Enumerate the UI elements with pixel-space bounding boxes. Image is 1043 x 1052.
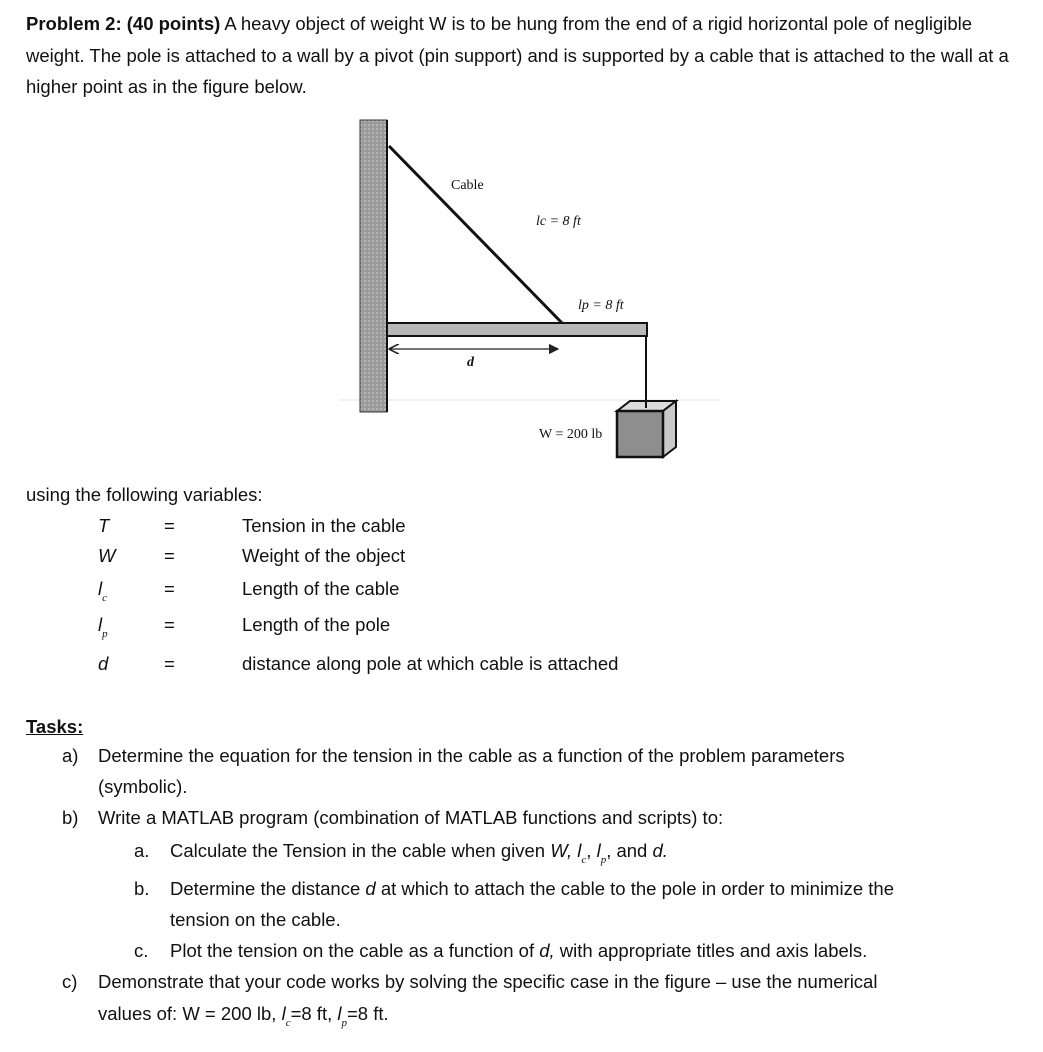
task-c-text-cont: values of: W = 200 lb, $l_c=8$ ft, $l_p=8$ ft. [98,1003,389,1029]
variable-description: distance along pole at which cable is attached [242,653,619,674]
distance-d-label: d [467,355,474,370]
cable-length-label: lc = 8 ft [536,214,581,229]
task-b-c-text: Plot the tension on the cable as a function of d, with appropriate titles and axis labels. [170,940,868,961]
task-b-b-text: Determine the distance d at which to attach the cable to the pole in order to minimize the [170,878,894,899]
task-a-text-cont: (symbolic). [98,776,188,797]
pole-length-label: lp = 8 ft [578,298,624,313]
weight-box [617,411,663,457]
equals-sign: = [164,545,175,566]
task-c-text: Demonstrate that your code works by solving the specific case in the figure – use the numerical [98,971,878,992]
task-b-text: Write a MATLAB program (combination of MATLAB functions and scripts) to: [98,807,724,828]
task-c-marker: c) [62,971,78,992]
task-b-a-text: Calculate the Tension in the cable when given W, $l_c$, $l_p$, and d. [170,840,668,866]
task-a-marker: a) [62,745,79,766]
variable-description: Length of the cable [242,578,400,599]
cable [389,146,562,323]
task-b-marker: b) [62,807,79,828]
pole [387,323,647,336]
problem-text: A heavy object of weight W is to be hung from the end of a rigid horizontal pole of negligible weight. The pole is attached to a wall by a pivot (pin support) and is supported by a cable that is attached to the wall at a higher point as in the figure below. [26,13,1009,97]
tasks-heading: Tasks: [26,716,84,737]
variable-description: Length of the pole [242,614,391,635]
problem-statement [26,8,1016,103]
variable-symbol: T [98,515,110,536]
diagram-svg [340,112,720,480]
task-b-b-text-cont: tension on the cable. [170,909,341,930]
equals-sign: = [164,578,175,599]
equals-sign: = [164,614,175,635]
task-b-a-marker: a. [134,840,150,861]
task-b-b-marker: b. [134,878,150,899]
variable-symbol: $l_p$ [98,614,108,640]
variables-intro: using the following variables: [26,484,263,505]
weight-label: W = 200 lb [539,427,603,442]
task-b-c-marker: c. [134,940,149,961]
variable-symbol: W [98,545,116,566]
cable-label: Cable [451,178,484,193]
variable-description: Weight of the object [242,545,406,566]
problem-heading: Problem 2: (40 points) [26,13,221,34]
variable-description: Tension in the cable [242,515,406,536]
equals-sign: = [164,515,175,536]
variable-symbol: $l_c$ [98,578,108,604]
task-a-text: Determine the equation for the tension in the cable as a function of the problem parameters [98,745,845,766]
wall [360,120,387,412]
pole-cable-figure [340,112,720,480]
equals-sign: = [164,653,175,674]
variable-symbol: d [98,653,109,674]
